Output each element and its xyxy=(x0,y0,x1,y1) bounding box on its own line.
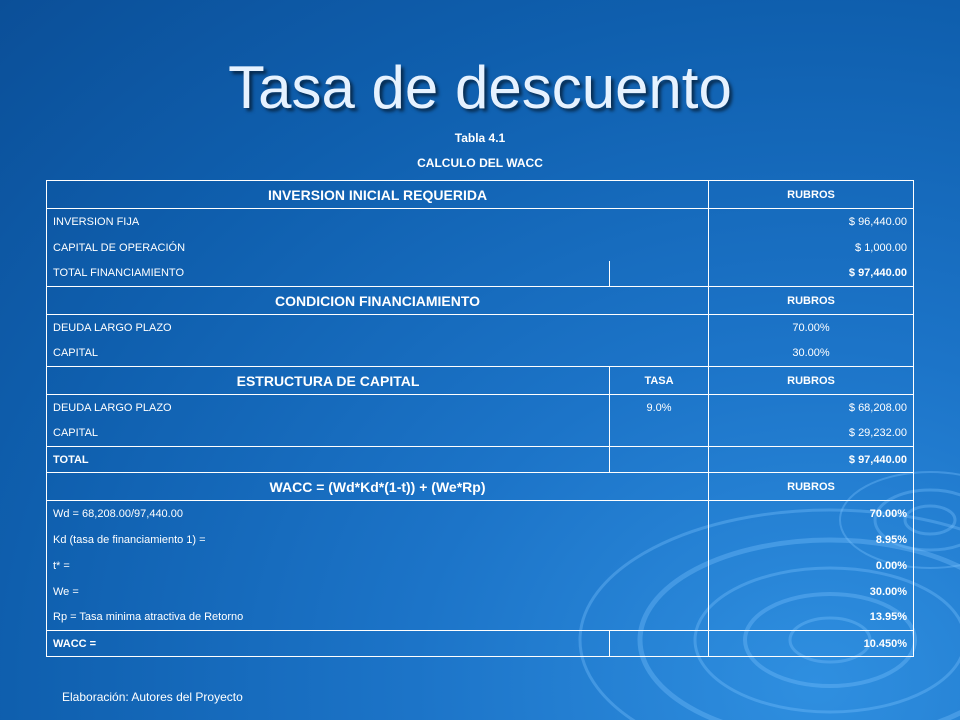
table-row xyxy=(47,579,914,605)
estructura-col-rate: TASA xyxy=(610,367,709,395)
section-header-inversion xyxy=(47,181,914,209)
row-value: 30.00% xyxy=(709,579,914,605)
row-label: DEUDA LARGO PLAZO xyxy=(47,395,610,421)
row-label: CAPITAL DE OPERACIÓN xyxy=(47,235,709,261)
condicion-col-label: RUBROS xyxy=(709,287,914,315)
row-rate: 9.0% xyxy=(610,395,709,421)
table-row xyxy=(47,315,914,341)
row-rate xyxy=(610,447,709,473)
row-label: TOTAL FINANCIAMIENTO xyxy=(47,261,610,287)
source-footer: Elaboración: Autores del Proyecto xyxy=(62,690,243,704)
row-value: $ 97,440.00 xyxy=(709,261,914,287)
row-value: 70.00% xyxy=(709,315,914,341)
row-label: Wd = 68,208.00/97,440.00 xyxy=(47,501,709,527)
table-row xyxy=(47,605,914,631)
row-label: INVERSION FIJA xyxy=(47,209,709,235)
table-row xyxy=(47,527,914,553)
row-value: 30.00% xyxy=(709,341,914,367)
row-label: TOTAL xyxy=(47,447,610,473)
table-row xyxy=(47,341,914,367)
table-row xyxy=(47,395,914,421)
wacc-header: WACC = (Wd*Kd*(1-t)) + (We*Rp) xyxy=(47,473,709,501)
row-label: t* = xyxy=(47,553,709,579)
table-number: Tabla 4.1 xyxy=(454,131,506,145)
table-row xyxy=(47,235,914,261)
estructura-col-label: RUBROS xyxy=(709,367,914,395)
section-header-condicion xyxy=(47,287,914,315)
table-row xyxy=(47,501,914,527)
row-label: Rp = Tasa minima atractiva de Retorno xyxy=(47,605,709,631)
row-spacer xyxy=(610,631,709,657)
inversion-col-label: RUBROS xyxy=(709,181,914,209)
row-value: $ 29,232.00 xyxy=(709,421,914,447)
table-row xyxy=(47,261,914,287)
row-value: 10.450% xyxy=(709,631,914,657)
row-value: 70.00% xyxy=(709,501,914,527)
table-row xyxy=(47,447,914,473)
row-label: Kd (tasa de financiamiento 1) = xyxy=(47,527,709,553)
row-value: $ 97,440.00 xyxy=(709,447,914,473)
section-header-wacc xyxy=(47,473,914,501)
row-label: CAPITAL xyxy=(47,341,709,367)
row-value: 8.95% xyxy=(709,527,914,553)
inversion-header: INVERSION INICIAL REQUERIDA xyxy=(47,181,709,209)
row-label: CAPITAL xyxy=(47,421,610,447)
condicion-header: CONDICION FINANCIAMIENTO xyxy=(47,287,709,315)
row-label: WACC = xyxy=(47,631,610,657)
table-row xyxy=(47,631,914,657)
estructura-header: ESTRUCTURA DE CAPITAL xyxy=(47,367,610,395)
row-value: $ 68,208.00 xyxy=(709,395,914,421)
row-rate xyxy=(610,421,709,447)
wacc-table xyxy=(46,180,914,657)
table-title: CALCULO DEL WACC xyxy=(417,156,543,170)
wacc-col-label: RUBROS xyxy=(709,473,914,501)
row-value: $ 96,440.00 xyxy=(709,209,914,235)
table-row xyxy=(47,553,914,579)
slide-title: Tasa de descuento xyxy=(228,54,732,121)
table-row xyxy=(47,209,914,235)
row-value: 13.95% xyxy=(709,605,914,631)
row-spacer xyxy=(610,261,709,287)
row-value: 0.00% xyxy=(709,553,914,579)
section-header-estructura xyxy=(47,367,914,395)
row-label: DEUDA LARGO PLAZO xyxy=(47,315,709,341)
table-row xyxy=(47,421,914,447)
row-value: $ 1,000.00 xyxy=(709,235,914,261)
row-label: We = xyxy=(47,579,709,605)
